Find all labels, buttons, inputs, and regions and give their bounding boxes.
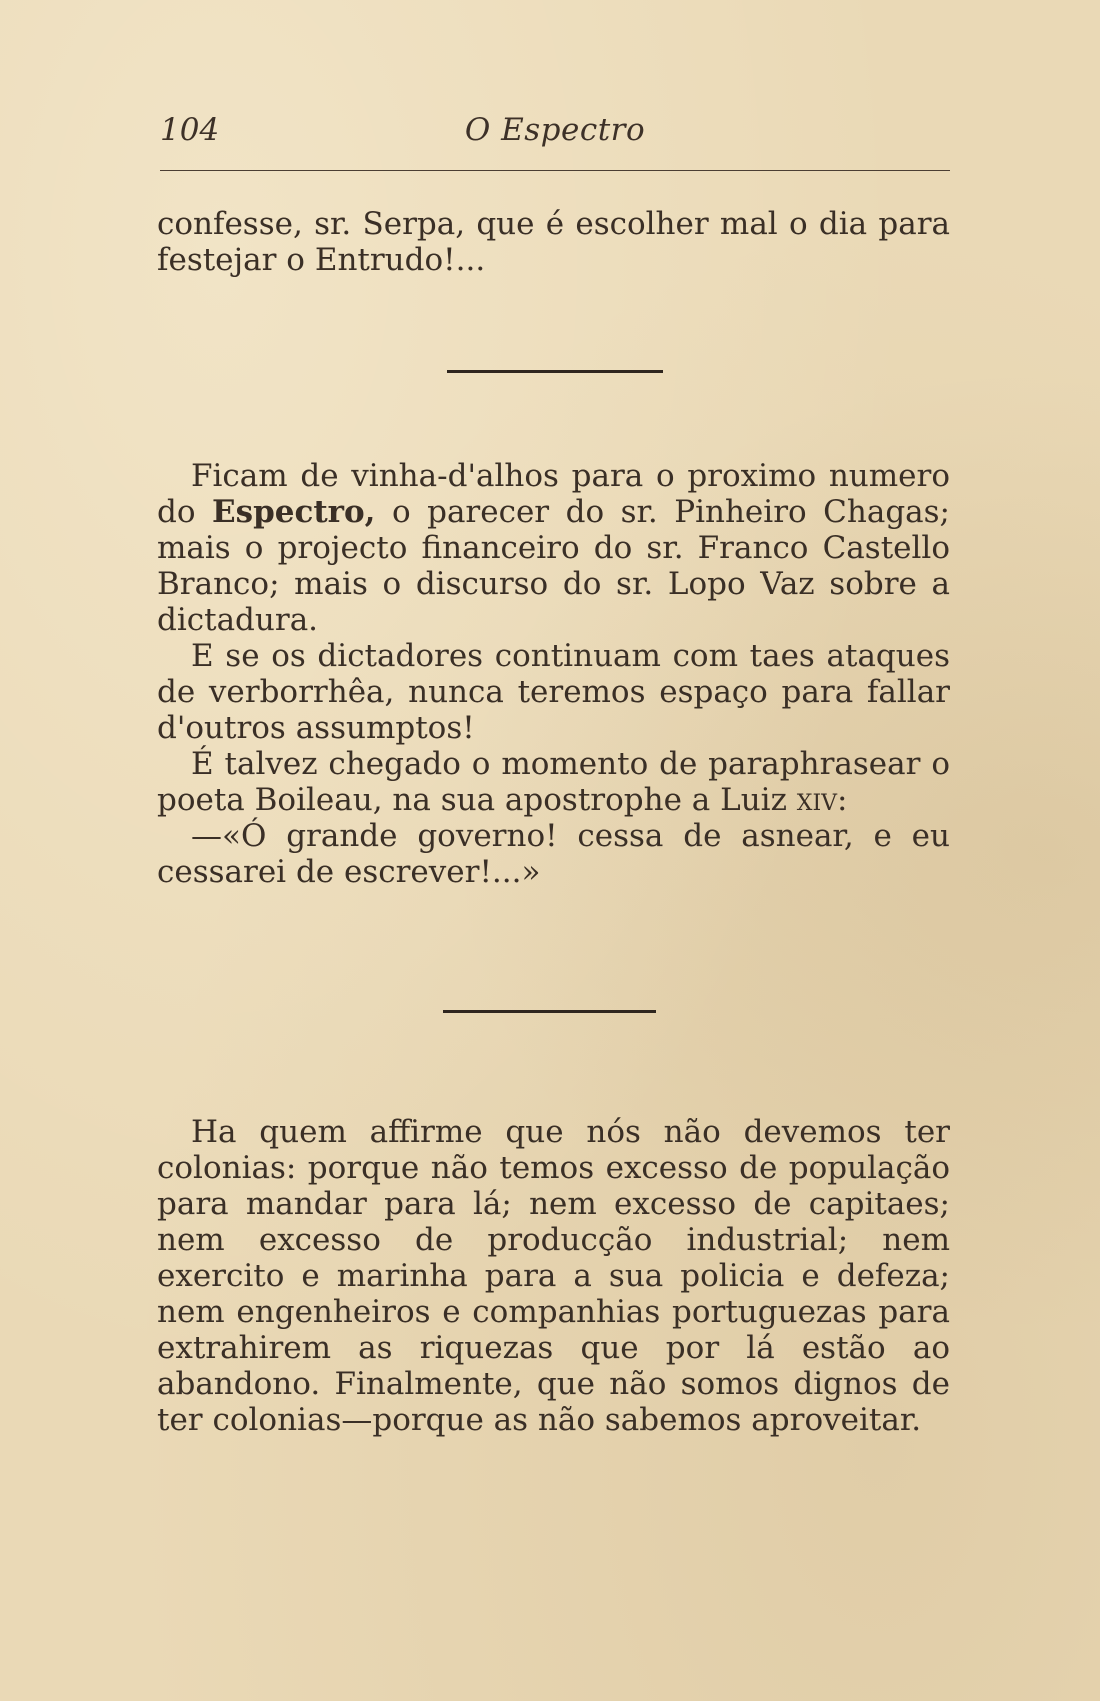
section-2-paragraph-1 <box>157 458 950 638</box>
page-number: 104 <box>160 112 220 148</box>
section-3-paragraph-1: Ha quem affirme que nós não devemos ter colonias: porque não temos excesso de população para mandar para lá; nem excesso de capitaes; nem excesso de producção industrial; nem exercito e marinha para a sua policia e defeza; nem engenheiros e companhias portuguezas para extrahirem as riquezas que por lá estão ao abandono. Finalmente, que não somos dignos de ter colonias—porque as não sabemos aproveitar. <box>157 1114 950 1438</box>
section-1-text <box>157 206 950 278</box>
section-2-p3-end: : <box>837 782 848 818</box>
section-2-paragraph-4: —«Ó grande governo! cessa de asnear, e eu cessarei de escrever!...» <box>157 818 950 890</box>
header-rule <box>160 170 950 171</box>
section-1-line-2: festejar o Entrudo!... <box>157 242 486 278</box>
section-2-text <box>157 458 950 890</box>
newspaper-title-espectro: Espectro, <box>212 494 376 530</box>
section-2-p1-end: o parecer do sr. Pinheiro Chagas; mais o projecto financeiro do sr. Franco Castello Branco; mais o discurso do sr. Lopo Vaz sobre a dictadura. <box>157 494 951 638</box>
section-2-paragraph-3 <box>157 746 950 818</box>
section-2-paragraph-2: E se os dictadores continuam com taes ataques de verborrhêa, nunca teremos espaço para fallar d'outros assumptos! <box>157 638 950 746</box>
section-1-line-1: confesse, sr. Serpa, que é escolher mal o dia para <box>157 206 950 242</box>
section-divider-2 <box>443 1010 656 1013</box>
section-2-p3-start: É talvez chegado o momento de paraphrasear o poeta Boileau, na sua apostrophe a Luiz <box>157 746 950 818</box>
page-header <box>160 112 950 156</box>
section-3-text <box>157 1114 950 1438</box>
roman-numeral: xiv <box>796 782 838 818</box>
section-divider-1 <box>447 370 663 373</box>
running-title: O Espectro <box>464 112 646 148</box>
section-2-p1-start: Ficam de vinha-d'alhos para o proximo numero do <box>157 458 950 530</box>
